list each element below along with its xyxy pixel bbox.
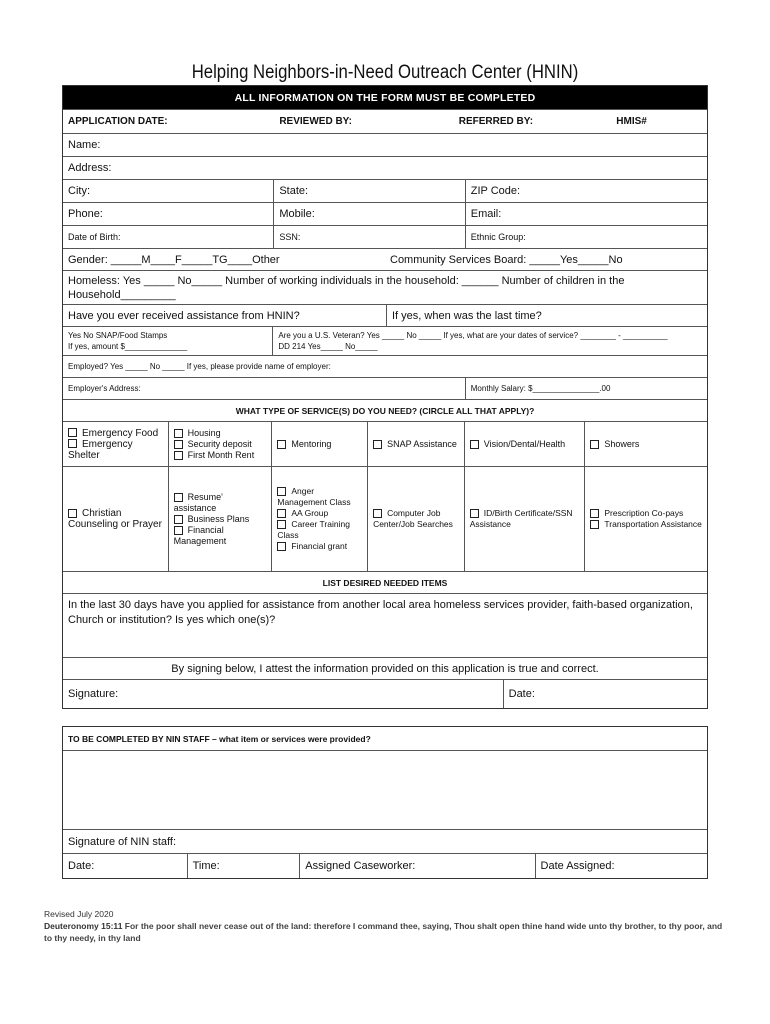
staff-time-field[interactable]: Time: — [188, 854, 301, 878]
verse-text: For the poor shall never cease out of the land: therefore I command thee, saying, Thou shalt open thine hand wide unto thy brother, to thy poor, and to thy needy, in thy land — [44, 921, 723, 943]
checkbox-icon[interactable] — [590, 520, 599, 529]
required-banner: ALL INFORMATION ON THE FORM MUST BE COMPLETED — [63, 86, 707, 109]
caseworker-field[interactable]: Assigned Caseworker: — [300, 854, 535, 878]
last30-question[interactable]: In the last 30 days have you applied for assistance from another local area homeless services provider, faith-based organization, Church or institution? Is yes which one(s)? — [68, 599, 693, 626]
ssn-field[interactable]: SSN: — [274, 226, 465, 248]
monthly-salary-field[interactable]: Monthly Salary: $_______________.00 — [470, 384, 611, 393]
veteran-line2: DD 214 Yes_____ No_____ — [278, 342, 378, 351]
staff-date-field[interactable]: Date: — [63, 854, 188, 878]
checkbox-icon[interactable] — [277, 440, 286, 449]
address-field[interactable]: Address: — [68, 162, 112, 174]
application-date-label[interactable]: APPLICATION DATE: — [68, 116, 168, 127]
checkbox-icon[interactable] — [174, 440, 183, 449]
city-field[interactable]: City: — [63, 180, 274, 202]
checkbox-icon[interactable] — [68, 439, 77, 448]
service-vision[interactable]: Vision/Dental/Health — [465, 422, 586, 466]
checkbox-icon[interactable] — [174, 515, 183, 524]
assist-ever-field[interactable]: Have you ever received assistance from HNIN? — [63, 305, 387, 326]
state-field[interactable]: State: — [274, 180, 465, 202]
staff-header: TO BE COMPLETED BY NIN STAFF – what item or services were provided? — [68, 733, 371, 744]
mobile-field[interactable]: Mobile: — [274, 203, 465, 225]
name-field[interactable]: Name: — [68, 139, 101, 151]
service-showers[interactable]: Showers — [585, 422, 707, 466]
staff-signature-field[interactable]: Signature of NIN staff: — [68, 835, 177, 848]
service-snap[interactable]: SNAP Assistance — [368, 422, 465, 466]
checkbox-icon[interactable] — [174, 429, 183, 438]
signature-field[interactable]: Signature: — [63, 680, 504, 708]
phone-field[interactable]: Phone: — [63, 203, 274, 225]
snap-field[interactable] — [63, 327, 273, 355]
employer-address-field[interactable]: Employer's Address: — [63, 378, 466, 399]
veteran-line1: Are you a U.S. Veteran? Yes _____ No _____ If yes, what are your dates of service? ________ - __________ — [278, 331, 668, 340]
checkbox-icon[interactable] — [174, 493, 183, 502]
service-anger[interactable]: Anger Management Class AA Group Career Training Class Financial grant — [272, 467, 368, 571]
hmis-label[interactable]: HMIS# — [616, 116, 647, 127]
list-items-header: LIST DESIRED NEEDED ITEMS — [322, 577, 448, 588]
checkbox-icon[interactable] — [277, 487, 286, 496]
employed-field[interactable]: Employed? Yes _____ No _____ If yes, please provide name of employer: — [68, 362, 331, 371]
checkbox-icon[interactable] — [68, 509, 77, 518]
date-field[interactable]: Date: — [508, 688, 535, 700]
veteran-field[interactable] — [273, 327, 707, 355]
referred-by-label[interactable]: REFERRED BY: — [458, 116, 534, 127]
checkbox-icon[interactable] — [373, 440, 382, 449]
assist-last-field[interactable]: If yes, when was the last time? — [392, 309, 542, 322]
verse — [44, 920, 724, 944]
footer — [44, 908, 724, 944]
zip-field[interactable]: ZIP Code: — [470, 185, 521, 197]
checkbox-icon[interactable] — [277, 509, 286, 518]
checkbox-icon[interactable] — [277, 520, 286, 529]
service-counseling[interactable]: Christian Counseling or Prayer — [63, 467, 169, 571]
service-id[interactable]: ID/Birth Certificate/SSN Assistance — [465, 467, 586, 571]
form-title: Helping Neighbors-in-Need Outreach Center (HNIN) — [191, 62, 579, 83]
csb-field[interactable]: Community Services Board: _____Yes_____No — [390, 253, 623, 266]
checkbox-icon[interactable] — [68, 428, 77, 437]
date-assigned-field[interactable]: Date Assigned: — [540, 860, 615, 872]
snap-line1: Yes No SNAP/Food Stamps — [68, 331, 168, 340]
application-form — [62, 85, 708, 709]
checkbox-icon[interactable] — [277, 542, 286, 551]
dob-field[interactable]: Date of Birth: — [63, 226, 274, 248]
homeless-field[interactable]: Homeless: Yes _____ No_____ Number of working individuals in the household: ______ Number of children in the Household_________ — [68, 274, 625, 301]
service-mentoring[interactable]: Mentoring — [272, 422, 368, 466]
gender-field[interactable]: Gender: _____M____F_____TG____Other — [68, 253, 280, 266]
checkbox-icon[interactable] — [470, 509, 479, 518]
service-computer[interactable]: Computer Job Center/Job Searches — [368, 467, 465, 571]
attest-statement: By signing below, I attest the information provided on this application is true and correct. — [171, 662, 599, 675]
verse-ref: Deuteronomy 15:11 — [44, 921, 123, 931]
staff-section — [62, 726, 708, 879]
checkbox-icon[interactable] — [590, 509, 599, 518]
service-prescription[interactable]: Prescription Co-pays Transportation Assistance — [585, 467, 707, 571]
service-housing[interactable]: Housing Security deposit First Month Rent — [169, 422, 273, 466]
reviewed-by-label[interactable]: REVIEWED BY: — [279, 116, 352, 127]
snap-line2: If yes, amount $______________ — [68, 342, 188, 351]
service-resume[interactable]: Resume' assistance Business Plans Financial Management — [169, 467, 273, 571]
checkbox-icon[interactable] — [174, 526, 183, 535]
email-field[interactable]: Email: — [470, 208, 502, 220]
service-emergency[interactable]: Emergency Food Emergency Shelter — [63, 422, 169, 466]
checkbox-icon[interactable] — [470, 440, 479, 449]
checkbox-icon[interactable] — [373, 509, 382, 518]
checkbox-icon[interactable] — [174, 451, 183, 460]
staff-notes-area[interactable] — [63, 751, 707, 829]
ethnic-group-field[interactable]: Ethnic Group: — [470, 232, 526, 242]
checkbox-icon[interactable] — [590, 440, 599, 449]
revised-note: Revised July 2020 — [44, 909, 114, 919]
services-header: WHAT TYPE OF SERVICE(S) DO YOU NEED? (CIRCLE ALL THAT APPLY)? — [235, 405, 535, 416]
